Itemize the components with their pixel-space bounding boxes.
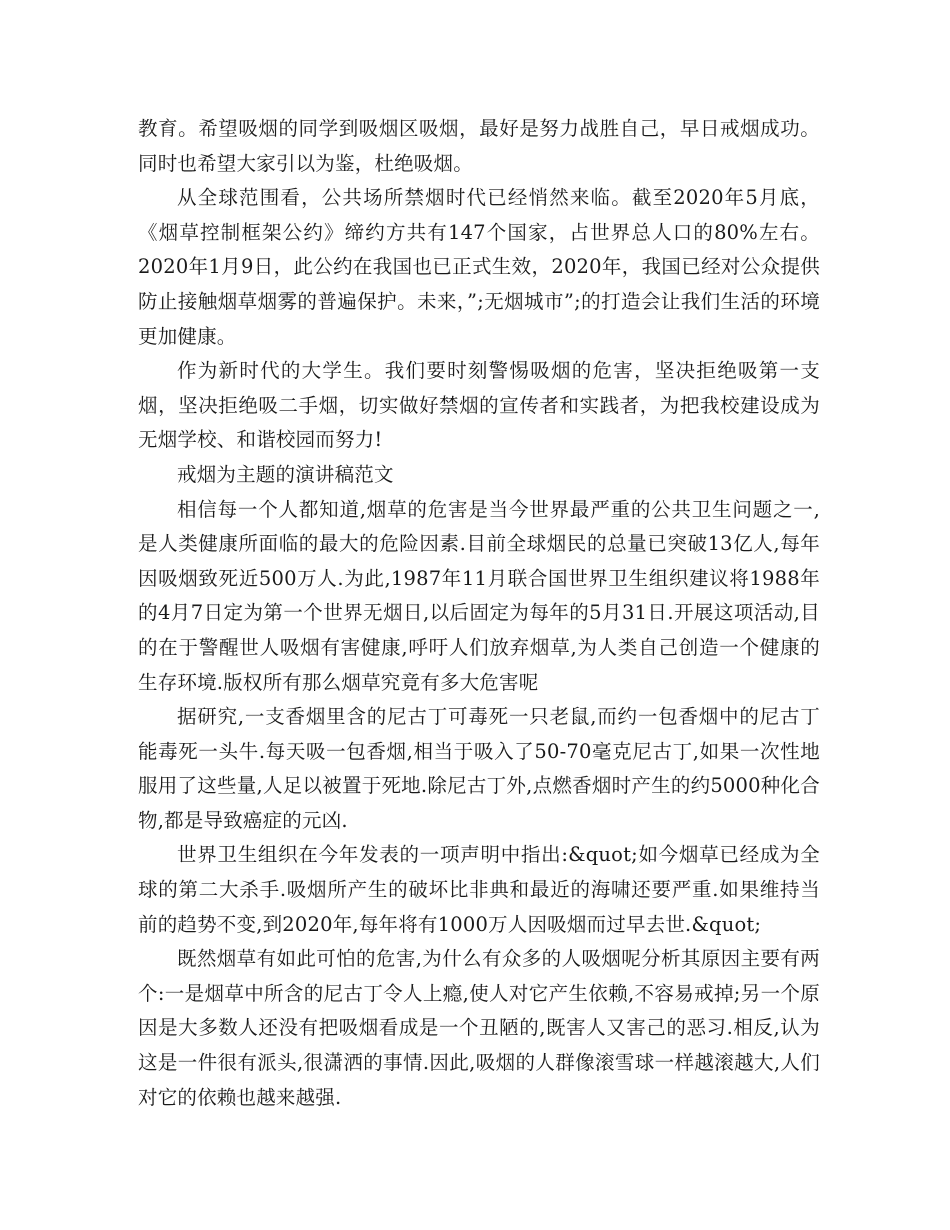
- paragraph-global-smoking-ban: 从全球范围看，公共场所禁烟时代已经悄然来临。截至2020年5月底，《烟草控制框架公约》缔约方共有147个国家，占世界总人口的80%左右。2020年1月9日，此公约在我国也已正式生效，2020年，我国已经对公众提供防止接触烟草烟雾的普遍保护。未来，”;无烟城市”;的打造会让我们生活的环境更加健康。: [138, 186, 820, 348]
- paragraph-reasons: 既然烟草有如此可怕的危害,为什么有众多的人吸烟呢分析其原因主要有两个:一是烟草中所含的尼古丁令人上瘾,使人对它产生依赖,不容易戒掉;另一个原因是大多数人还没有把吸烟看成是一个丑陋的,既害人又害己的恶习.相反,认为这是一件很有派头,很潇洒的事情.因此,吸烟的人群像滚雪球一样越滚越大,人们对它的依赖也越来越强.: [138, 947, 820, 1109]
- paragraph-continuation: 教育。希望吸烟的同学到吸烟区吸烟，最好是努力战胜自己，早日戒烟成功。同时也希望大家引以为鉴，杜绝吸烟。: [138, 117, 820, 175]
- paragraph-nicotine-research: 据研究,一支香烟里含的尼古丁可毒死一只老鼠,而约一包香烟中的尼古丁能毒死一头牛.每天吸一包香烟,相当于吸入了50-70毫克尼古丁,如果一次性地服用了这些量,人足以被置于死地.除尼古丁外,点燃香烟时产生的约5000种化合物,都是导致癌症的元凶.: [138, 705, 820, 832]
- document-page: [138, 112, 820, 1115]
- paragraph-who-statement: 世界卫生组织在今年发表的一项声明中指出:&quot;如今烟草已经成为全球的第二大杀手.吸烟所产生的破坏比非典和最近的海啸还要严重.如果维持当前的趋势不变,到2020年,每年将有1000万人因吸烟而过早去世.&quot;: [138, 843, 820, 936]
- section-heading: 戒烟为主题的演讲稿范文: [177, 462, 394, 486]
- paragraph-college-students: 作为新时代的大学生。我们要时刻警惕吸烟的危害，坚决拒绝吸第一支烟，坚决拒绝吸二手烟，切实做好禁烟的宣传者和实践者，为把我校建设成为无烟学校、和谐校园而努力!: [138, 359, 820, 452]
- paragraph-tobacco-hazard: 相信每一个人都知道,烟草的危害是当今世界最严重的公共卫生问题之一,是人类健康所面临的最大的危险因素.目前全球烟民的总量已突破13亿人,每年因吸烟致死近500万人.为此,1987年11月联合国世界卫生组织建议将1988年的4月7日定为第一个世界无烟日,以后固定为每年的5月31日.开展这项活动,目的在于警醒世人吸烟有害健康,呼吁人们放弃烟草,为人类自己创造一个健康的生存环境.版权所有那么烟草究竟有多大危害呢: [138, 497, 820, 694]
